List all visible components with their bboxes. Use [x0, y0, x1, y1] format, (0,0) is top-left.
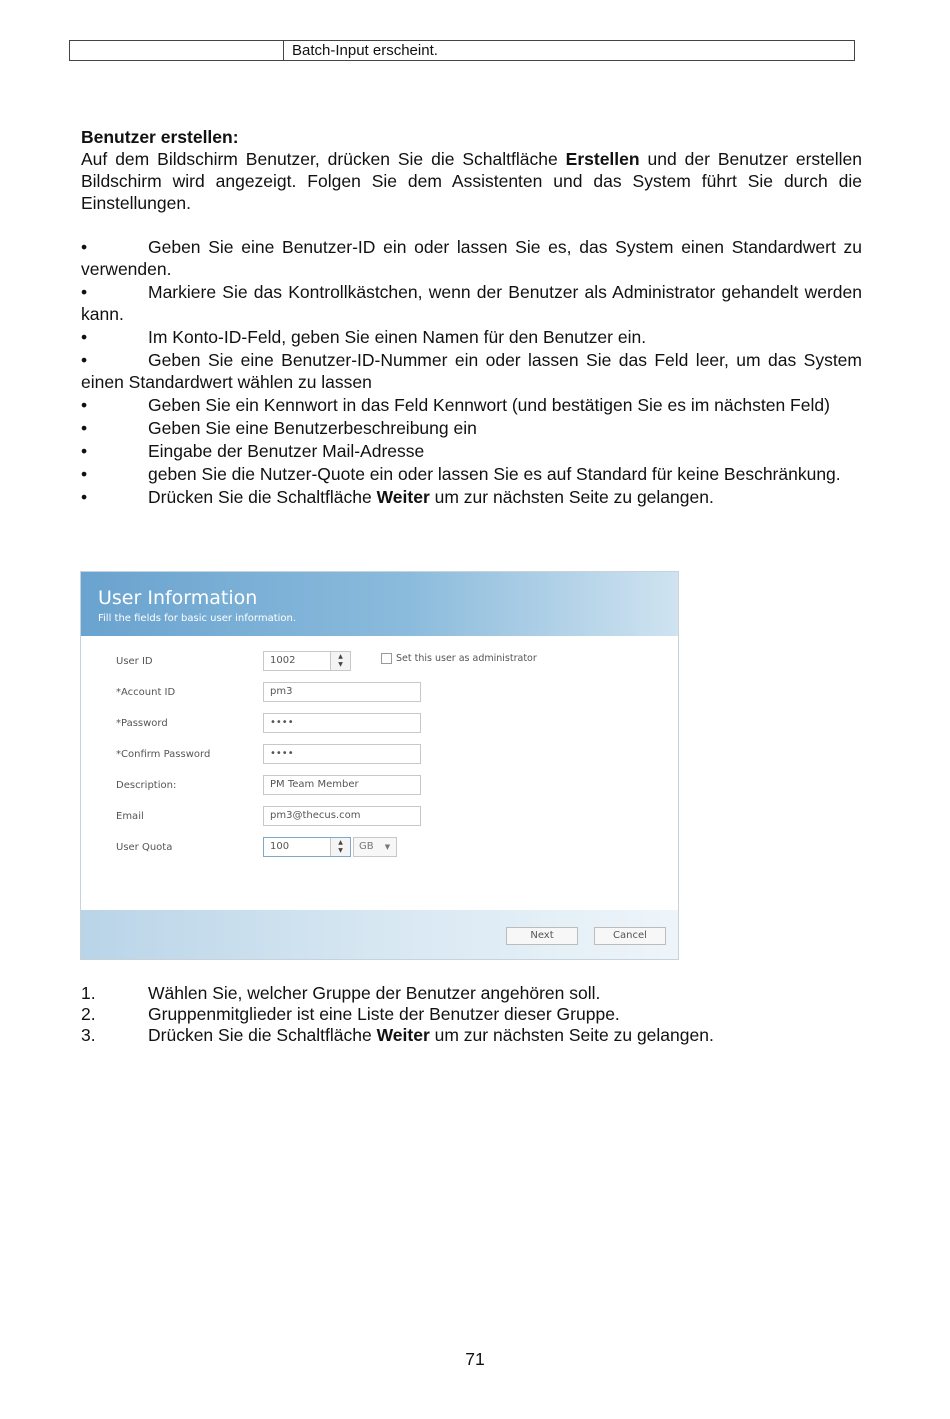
- header-table: [69, 40, 855, 61]
- list-item-text: geben Sie die Nutzer-Quote ein oder lassen Sie es auf Standard für keine Beschränkung.: [148, 464, 841, 484]
- step-text: Gruppenmitglieder ist eine Liste der Benutzer dieser Gruppe.: [148, 1004, 620, 1024]
- intro-bold-erstellen: Erstellen: [565, 149, 640, 169]
- bullet-icon: •: [81, 327, 88, 347]
- list-item-bold-weiter: Weiter: [376, 487, 430, 507]
- section-heading: Benutzer erstellen:: [81, 127, 239, 147]
- numbered-steps: [81, 983, 862, 1046]
- step-number: 3.: [81, 1025, 96, 1045]
- intro-text: Auf dem Bildschirm Benutzer, drücken Sie die Schaltfläche: [81, 149, 566, 169]
- list-item: [81, 281, 862, 325]
- step-number: 2.: [81, 1004, 96, 1024]
- confirm-password-field[interactable]: ••••: [263, 744, 421, 764]
- list-item: [81, 1004, 862, 1025]
- spinner-arrows-icon[interactable]: ▲ ▼: [330, 652, 350, 670]
- step-text: Drücken Sie die Schaltfläche: [148, 1025, 377, 1045]
- list-item: [81, 463, 862, 485]
- list-item-text: Geben Sie eine Benutzer-ID-Nummer ein oder lassen Sie das Feld leer, um das System einen Standardwert wählen zu lassen: [81, 350, 862, 392]
- cancel-button[interactable]: Cancel: [594, 927, 666, 945]
- list-item-text-rest: um zur nächsten Seite zu gelangen.: [429, 487, 714, 507]
- admin-checkbox-label: Set this user as administrator: [396, 653, 537, 664]
- step-text: Wählen Sie, welcher Gruppe der Benutzer angehören soll.: [148, 983, 601, 1003]
- user-quota-stepper[interactable]: [263, 837, 351, 857]
- list-item-text: Eingabe der Benutzer Mail-Adresse: [148, 441, 425, 461]
- description-label: Description:: [116, 780, 177, 791]
- user-id-value: 1002: [270, 655, 296, 666]
- bullet-icon: •: [81, 418, 88, 438]
- bullet-icon: •: [81, 441, 88, 461]
- quota-unit-value: GB: [359, 841, 374, 852]
- list-item-text: Im Konto-ID-Feld, geben Sie einen Namen für den Benutzer ein.: [148, 327, 647, 347]
- spinner-arrows-icon[interactable]: ▲ ▼: [330, 838, 350, 856]
- list-item: [81, 486, 862, 508]
- bullet-icon: •: [81, 282, 88, 302]
- list-item: [81, 349, 862, 393]
- user-quota-value: 100: [270, 841, 290, 852]
- list-item: [81, 326, 862, 348]
- list-item: [81, 1025, 862, 1046]
- user-form: [81, 636, 678, 911]
- list-item-text: Geben Sie eine Benutzer-ID ein oder lassen Sie es, das System einen Standardwert zu verwenden.: [81, 237, 862, 279]
- header-table-cell: Batch-Input erscheint.: [292, 42, 438, 59]
- user-quota-label: User Quota: [116, 842, 173, 853]
- dialog-title: User Information: [98, 587, 258, 609]
- dialog-subtitle: Fill the fields for basic user information.: [98, 613, 297, 624]
- account-id-label: *Account ID: [116, 687, 176, 698]
- step-number: 1.: [81, 983, 96, 1003]
- dialog-header: [81, 572, 678, 636]
- list-item: [81, 417, 862, 439]
- user-information-screenshot: [80, 571, 679, 960]
- email-field[interactable]: pm3@thecus.com: [263, 806, 421, 826]
- list-item-text: Drücken Sie die Schaltfläche: [148, 487, 377, 507]
- bullet-icon: •: [81, 395, 88, 415]
- list-item-text: Markiere Sie das Kontrollkästchen, wenn der Benutzer als Administrator gehandelt werden kann.: [81, 282, 862, 324]
- bullet-icon: •: [81, 237, 88, 257]
- page-number: 71: [465, 1349, 485, 1369]
- header-table-empty-cell: [70, 41, 284, 60]
- admin-checkbox-row[interactable]: [381, 653, 537, 664]
- user-id-stepper[interactable]: [263, 651, 351, 671]
- password-field[interactable]: ••••: [263, 713, 421, 733]
- bullet-icon: •: [81, 350, 88, 370]
- chevron-down-icon: ▼: [384, 843, 391, 851]
- confirm-password-label: *Confirm Password: [116, 749, 211, 760]
- list-item-text: Geben Sie eine Benutzerbeschreibung ein: [148, 418, 477, 438]
- bullet-icon: •: [81, 464, 88, 484]
- quota-unit-select[interactable]: [353, 837, 397, 857]
- main-content: [81, 126, 862, 509]
- list-item: [81, 440, 862, 462]
- step-bold-weiter: Weiter: [376, 1025, 430, 1045]
- admin-checkbox[interactable]: [381, 653, 392, 664]
- next-button[interactable]: Next: [506, 927, 578, 945]
- user-id-label: User ID: [116, 656, 153, 667]
- description-field[interactable]: PM Team Member: [263, 775, 421, 795]
- account-id-field[interactable]: pm3: [263, 682, 421, 702]
- password-label: *Password: [116, 718, 168, 729]
- intro-text-rest: und der Benutzer erstellen Bildschirm wird angezeigt. Folgen Sie dem Assistenten und das System führt Sie durch die Einstellungen.: [81, 149, 862, 213]
- step-text-rest: um zur nächsten Seite zu gelangen.: [429, 1025, 714, 1045]
- list-item: [81, 394, 862, 416]
- dialog-footer: [81, 910, 678, 959]
- bullet-list: [81, 236, 862, 508]
- list-item: [81, 983, 862, 1004]
- list-item-text: Geben Sie ein Kennwort in das Feld Kennwort (und bestätigen Sie es im nächsten Feld): [148, 395, 830, 415]
- email-label: Email: [116, 811, 144, 822]
- list-item: [81, 236, 862, 280]
- intro-paragraph: [81, 148, 862, 214]
- bullet-icon: •: [81, 487, 88, 507]
